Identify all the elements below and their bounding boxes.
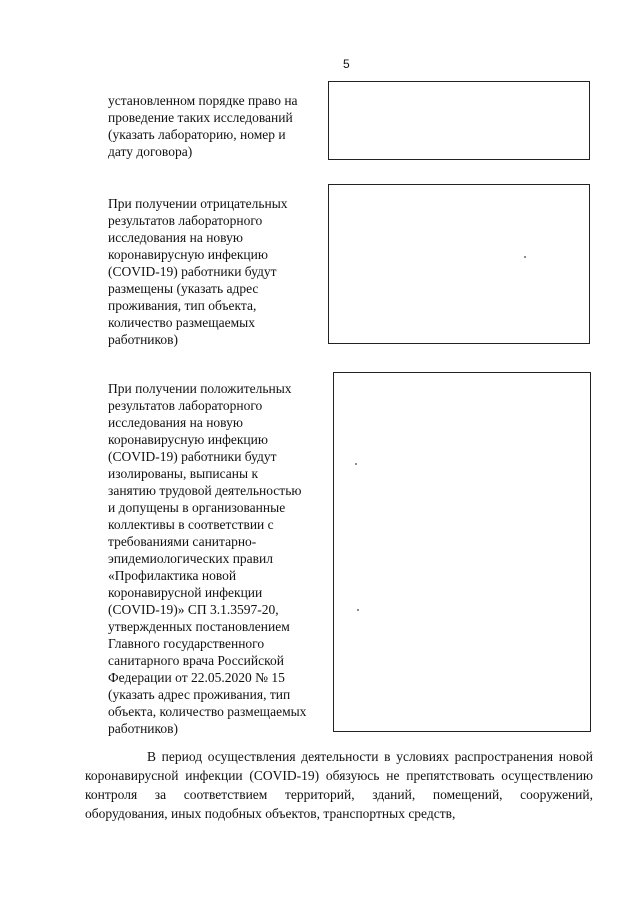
scan-speck — [524, 256, 526, 258]
row-label-positive-results: При получении положительных результатов лабораторного исследования на новую коронавирусную инфекцию (COVID-19) работники будут изолированы, выписаны к занятию трудовой деятельностью и допущены в организованные коллективы в соответствии с требованиями санитарно- эпидемиологических правил «Профилактика новой коронавирусной инфекции (COVID-19)» СП 3.1.3597-20, утвержденных постановлением Главного государственного санитарного врача Российской Федерации от 22.05.2020 № 15 (указать адрес проживания, тип объекта, количество размещаемых работников) — [108, 381, 307, 736]
row-label-lab-rights: установленном порядке право на проведение таких исследований (указать лабораторию, номер и дату договора) — [108, 93, 298, 159]
row-label-negative-results: При получении отрицательных результатов лабораторного исследования на новую коронавирусную инфекцию (COVID-19) работники будут размещены (указать адрес проживания, тип объекта, количество размещаемых работников) — [108, 196, 288, 347]
answer-field-lab-rights[interactable] — [328, 81, 590, 160]
answer-field-positive-results[interactable] — [333, 372, 591, 732]
page-number: 5 — [343, 57, 350, 71]
scan-speck — [357, 609, 359, 611]
body-paragraph: В период осуществления деятельности в условиях распространения новой коронавирусной инфекции (COVID-19) обязуюсь не препятствовать осуществлению контроля за соответствием территорий, зданий, помещений, сооружений, оборудования, иных подобных объектов, транспортных средств, — [85, 749, 593, 821]
scan-speck — [355, 463, 357, 465]
answer-field-negative-results[interactable] — [328, 184, 590, 344]
